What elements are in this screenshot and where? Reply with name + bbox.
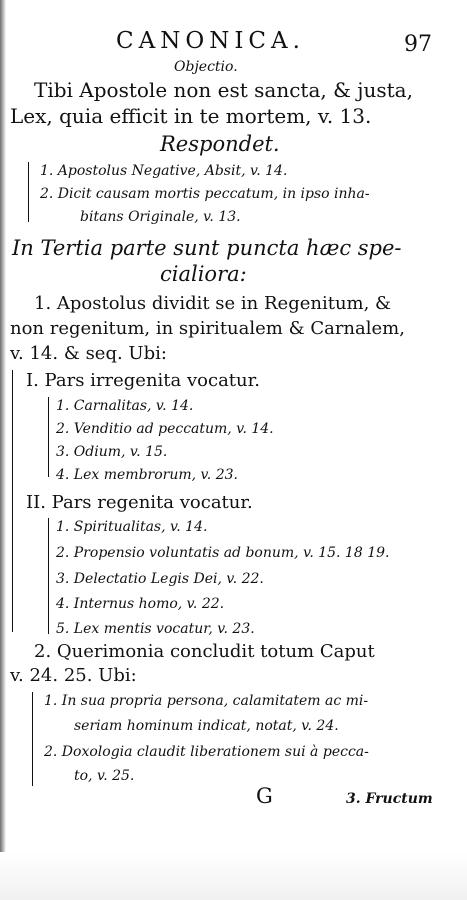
part-two-item-3: 3. Delectatio Legis Dei, v. 22. — [56, 571, 264, 587]
point-2-line-2: v. 24. 25. Ubi: — [10, 665, 137, 686]
tertia-heading-line-2: cialiora: — [160, 262, 247, 286]
point-2-line-1: 2. Querimonia concludit totum Caput — [34, 641, 375, 662]
part-two-item-2: 2. Propensio voluntatis ad bonum, v. 15. 18 19. — [56, 545, 390, 561]
point-2-item-2-line-1: 2. Doxologia claudit liberationem sui à pecca- — [44, 744, 369, 760]
part-one-brace — [48, 397, 49, 477]
parts-outer-brace — [12, 370, 13, 632]
part-one-item-1: 1. Carnalitas, v. 14. — [56, 398, 194, 414]
respondet-item-1: 1. Apostolus Negative, Absit, v. 14. — [40, 163, 288, 179]
point-1-line-2: non regenitum, in spiritualem & Carnalem, — [10, 318, 405, 339]
part-two-label: II. Pars regenita vocatur. — [26, 492, 253, 513]
point-2-item-2-line-2: to, v. 25. — [74, 768, 135, 784]
part-two-brace — [48, 518, 49, 634]
page-gutter-shadow — [0, 0, 6, 900]
objection-line-2: Lex, quia efficit in te mortem, v. 13. — [10, 104, 372, 128]
respondet-label: Respondet. — [160, 132, 280, 156]
part-one-label: I. Pars irregenita vocatur. — [26, 370, 260, 391]
part-two-item-4: 4. Internus homo, v. 22. — [56, 596, 225, 612]
objection-line-1: Tibi Apostole non est sancta, & justa, — [34, 78, 413, 102]
respondet-item-2-line-1: 2. Dicit causam mortis peccatum, in ipso inha- — [40, 186, 370, 202]
objection-label: Objectio. — [174, 59, 238, 75]
catchword: 3. Fructum — [346, 791, 433, 807]
running-title: CANONICA. — [116, 28, 305, 54]
part-one-item-2: 2. Venditio ad peccatum, v. 14. — [56, 421, 274, 437]
signature-mark: G — [256, 784, 273, 808]
part-two-item-1: 1. Spiritualitas, v. 14. — [56, 519, 208, 535]
page-fold-shadow — [0, 852, 467, 900]
respondet-item-2-line-2: bitans Originale, v. 13. — [80, 209, 241, 225]
point-2-item-1-line-2: seriam hominum indicat, notat, v. 24. — [74, 718, 339, 734]
part-one-item-3: 3. Odium, v. 15. — [56, 444, 168, 460]
point-2-brace — [32, 692, 33, 786]
point-2-item-1-line-1: 1. In sua propria persona, calamitatem ac mi- — [44, 693, 369, 709]
respondet-brace — [28, 162, 29, 222]
page-number: 97 — [404, 32, 432, 57]
point-1-line-3: v. 14. & seq. Ubi: — [10, 343, 167, 364]
part-one-item-4: 4. Lex membrorum, v. 23. — [56, 467, 238, 483]
part-two-item-5: 5. Lex mentis vocatur, v. 23. — [56, 621, 255, 637]
point-1-line-1: 1. Apostolus dividit se in Regenitum, & — [34, 293, 392, 314]
tertia-heading-line-1: In Tertia parte sunt puncta hæc spe- — [12, 236, 402, 260]
